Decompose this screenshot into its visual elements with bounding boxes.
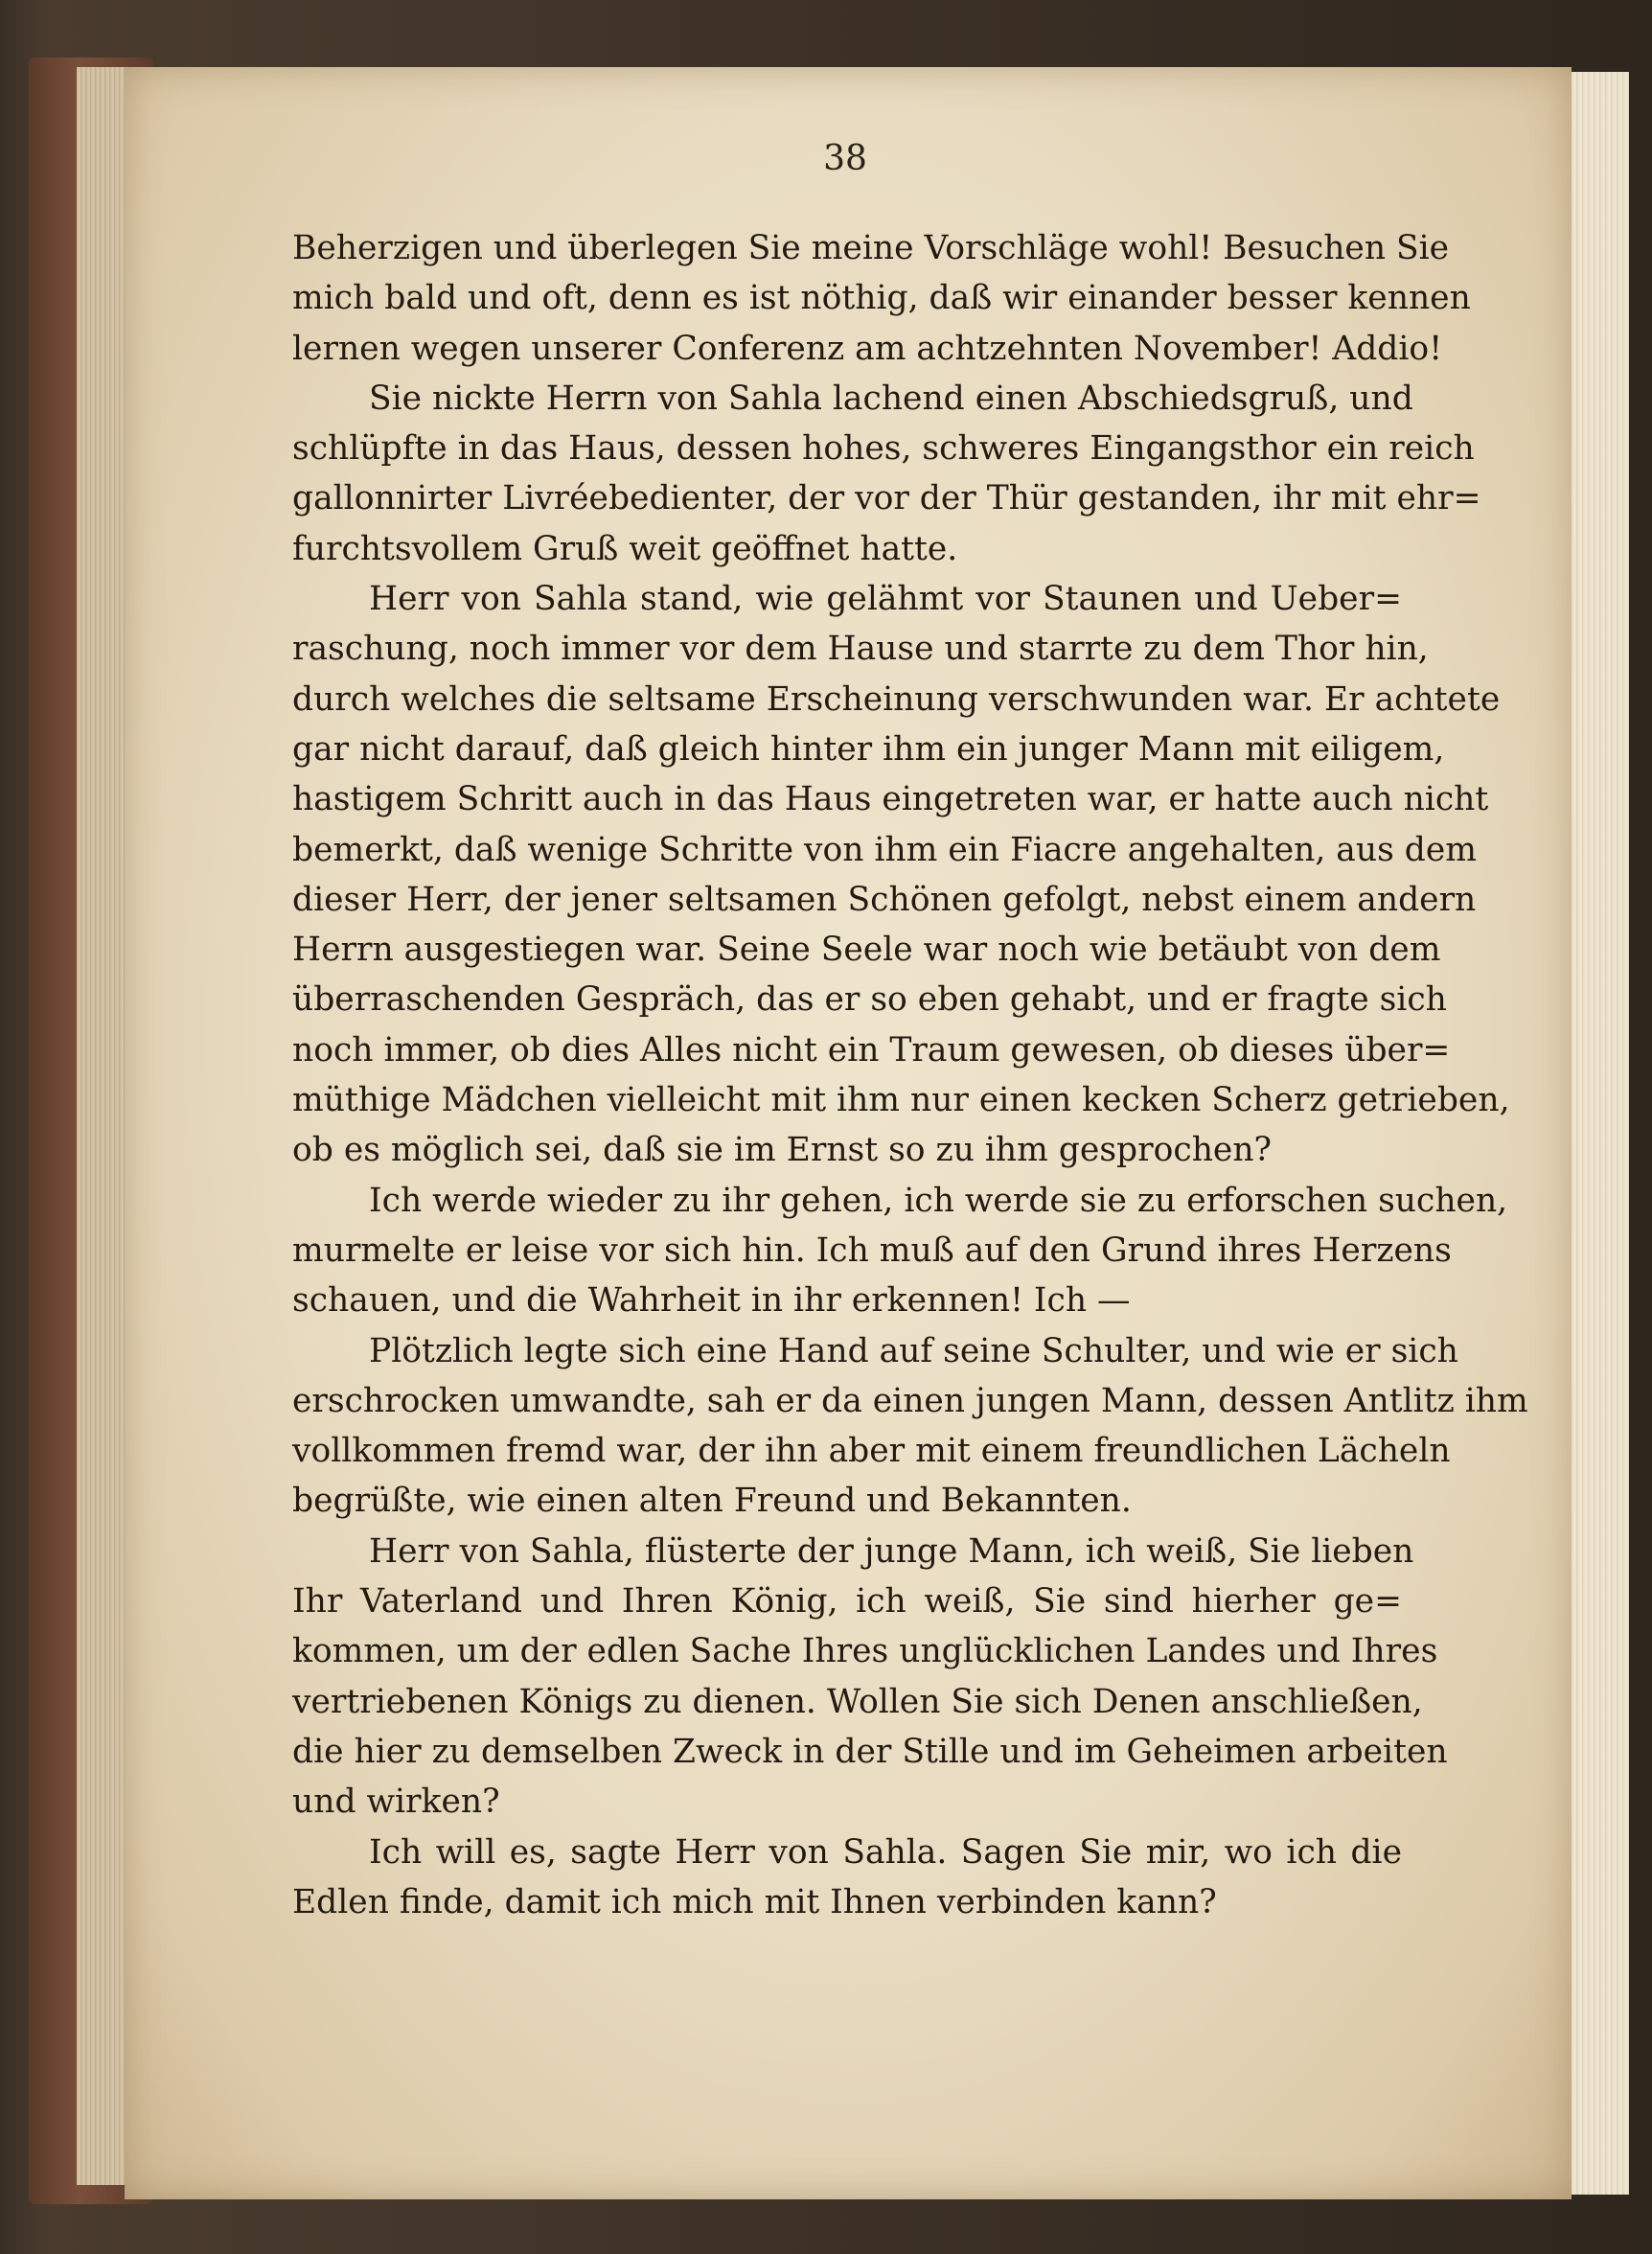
text-line: hastigem Schritt auch in das Haus eingetreten war, er hatte auch nicht <box>292 780 1489 819</box>
text-line: begrüßte, wie einen alten Freund und Bekannten. <box>292 1482 1132 1521</box>
paragraph <box>292 1527 1448 1828</box>
text-line: vollkommen fremd war, der ihn aber mit einem freundlichen Lächeln <box>292 1432 1451 1471</box>
text-line: vertriebenen Königs zu dienen. Wollen Sie sich Denen anschließen, <box>292 1682 1423 1721</box>
paragraph <box>292 374 1481 574</box>
text-line: raschung, noch immer vor dem Hause und starrte zu dem Thor hin, <box>292 630 1429 669</box>
text-line: dieser Herr, der jener seltsamen Schönen gefolgt, nebst einem andern <box>292 880 1477 919</box>
text-line: Herr von Sahla stand, wie gelähmt vor Staunen und Ueber= <box>369 580 1402 619</box>
text-line: die hier zu demselben Zweck in der Stille und im Geheimen arbeiten <box>292 1732 1448 1771</box>
text-line: schlüpfte in das Haus, dessen hohes, schweres Eingangsthor ein reich <box>292 429 1475 469</box>
text-line: Beherzigen und überlegen Sie meine Vorschläge wohl! Besuchen Sie <box>292 229 1450 267</box>
text-line: gar nicht darauf, daß gleich hinter ihm ein junger Mann mit eiligem, <box>292 729 1445 769</box>
paragraph <box>292 1828 1402 1928</box>
paragraph <box>292 1326 1528 1527</box>
right-page-stack <box>1572 72 1629 2195</box>
text-line: lernen wegen unserer Conferenz am achtzehnten November! Addio! <box>292 329 1443 368</box>
text-line: bemerkt, daß wenige Schritte von ihm ein Fiacre angehalten, aus dem <box>292 830 1477 869</box>
text-line: Sie nickte Herrn von Sahla lachend einen Abschiedsgruß, und <box>369 379 1413 418</box>
body-text <box>292 223 1528 1927</box>
text-line: Edlen finde, damit ich mich mit Ihnen verbinden kann? <box>292 1882 1217 1921</box>
text-line: Ihr Vaterland und Ihren König, ich weiß, Sie sind hierher ge= <box>292 1582 1402 1622</box>
text-line: noch immer, ob dies Alles nicht ein Traum gewesen, ob dieses über= <box>292 1030 1451 1070</box>
text-line: kommen, um der edlen Sache Ihres unglücklichen Landes und Ihres <box>292 1632 1438 1671</box>
text-line: Plötzlich legte sich eine Hand auf seine Schulter, und wie er sich <box>369 1331 1458 1370</box>
text-line: furchtsvollem Gruß weit geöffnet hatte. <box>292 529 958 568</box>
text-line: durch welches die seltsame Erscheinung verschwunden war. Er achtete <box>292 679 1501 719</box>
text-line: Ich werde wieder zu ihr gehen, ich werde sie zu erforschen suchen, <box>369 1181 1508 1220</box>
text-line: Ich will es, sagte Herr von Sahla. Sagen Sie mir, wo ich die <box>369 1832 1402 1872</box>
text-line: Herrn ausgestiegen war. Seine Seele war noch wie betäubt von dem <box>292 931 1441 970</box>
text-line: und wirken? <box>292 1782 500 1822</box>
text-line: müthige Mädchen vielleicht mit ihm nur einen kecken Scherz getrieben, <box>292 1081 1510 1120</box>
page-number: 38 <box>823 139 867 178</box>
text-line: schauen, und die Wahrheit in ihr erkennen! Ich — <box>292 1281 1131 1321</box>
text-line: mich bald und oft, denn es ist nöthig, daß wir einander besser kennen <box>292 279 1471 318</box>
paragraph <box>292 574 1510 1176</box>
text-line: Herr von Sahla, flüsterte der junge Mann, ich weiß, Sie lieben <box>369 1531 1414 1571</box>
text-line: gallonnirter Livréebedienter, der vor der Thür gestanden, ihr mit ehr= <box>292 479 1481 518</box>
text-line: ob es möglich sei, daß sie im Ernst so zu ihm gesprochen? <box>292 1131 1273 1170</box>
paragraph <box>292 1176 1508 1326</box>
text-line: erschrocken umwandte, sah er da einen jungen Mann, dessen Antlitz ihm <box>292 1381 1528 1420</box>
text-line: überraschenden Gespräch, das er so eben gehabt, und er fragte sich <box>292 980 1447 1020</box>
paragraph <box>292 223 1471 374</box>
text-line: murmelte er leise vor sich hin. Ich muß auf den Grund ihres Herzens <box>292 1230 1452 1270</box>
